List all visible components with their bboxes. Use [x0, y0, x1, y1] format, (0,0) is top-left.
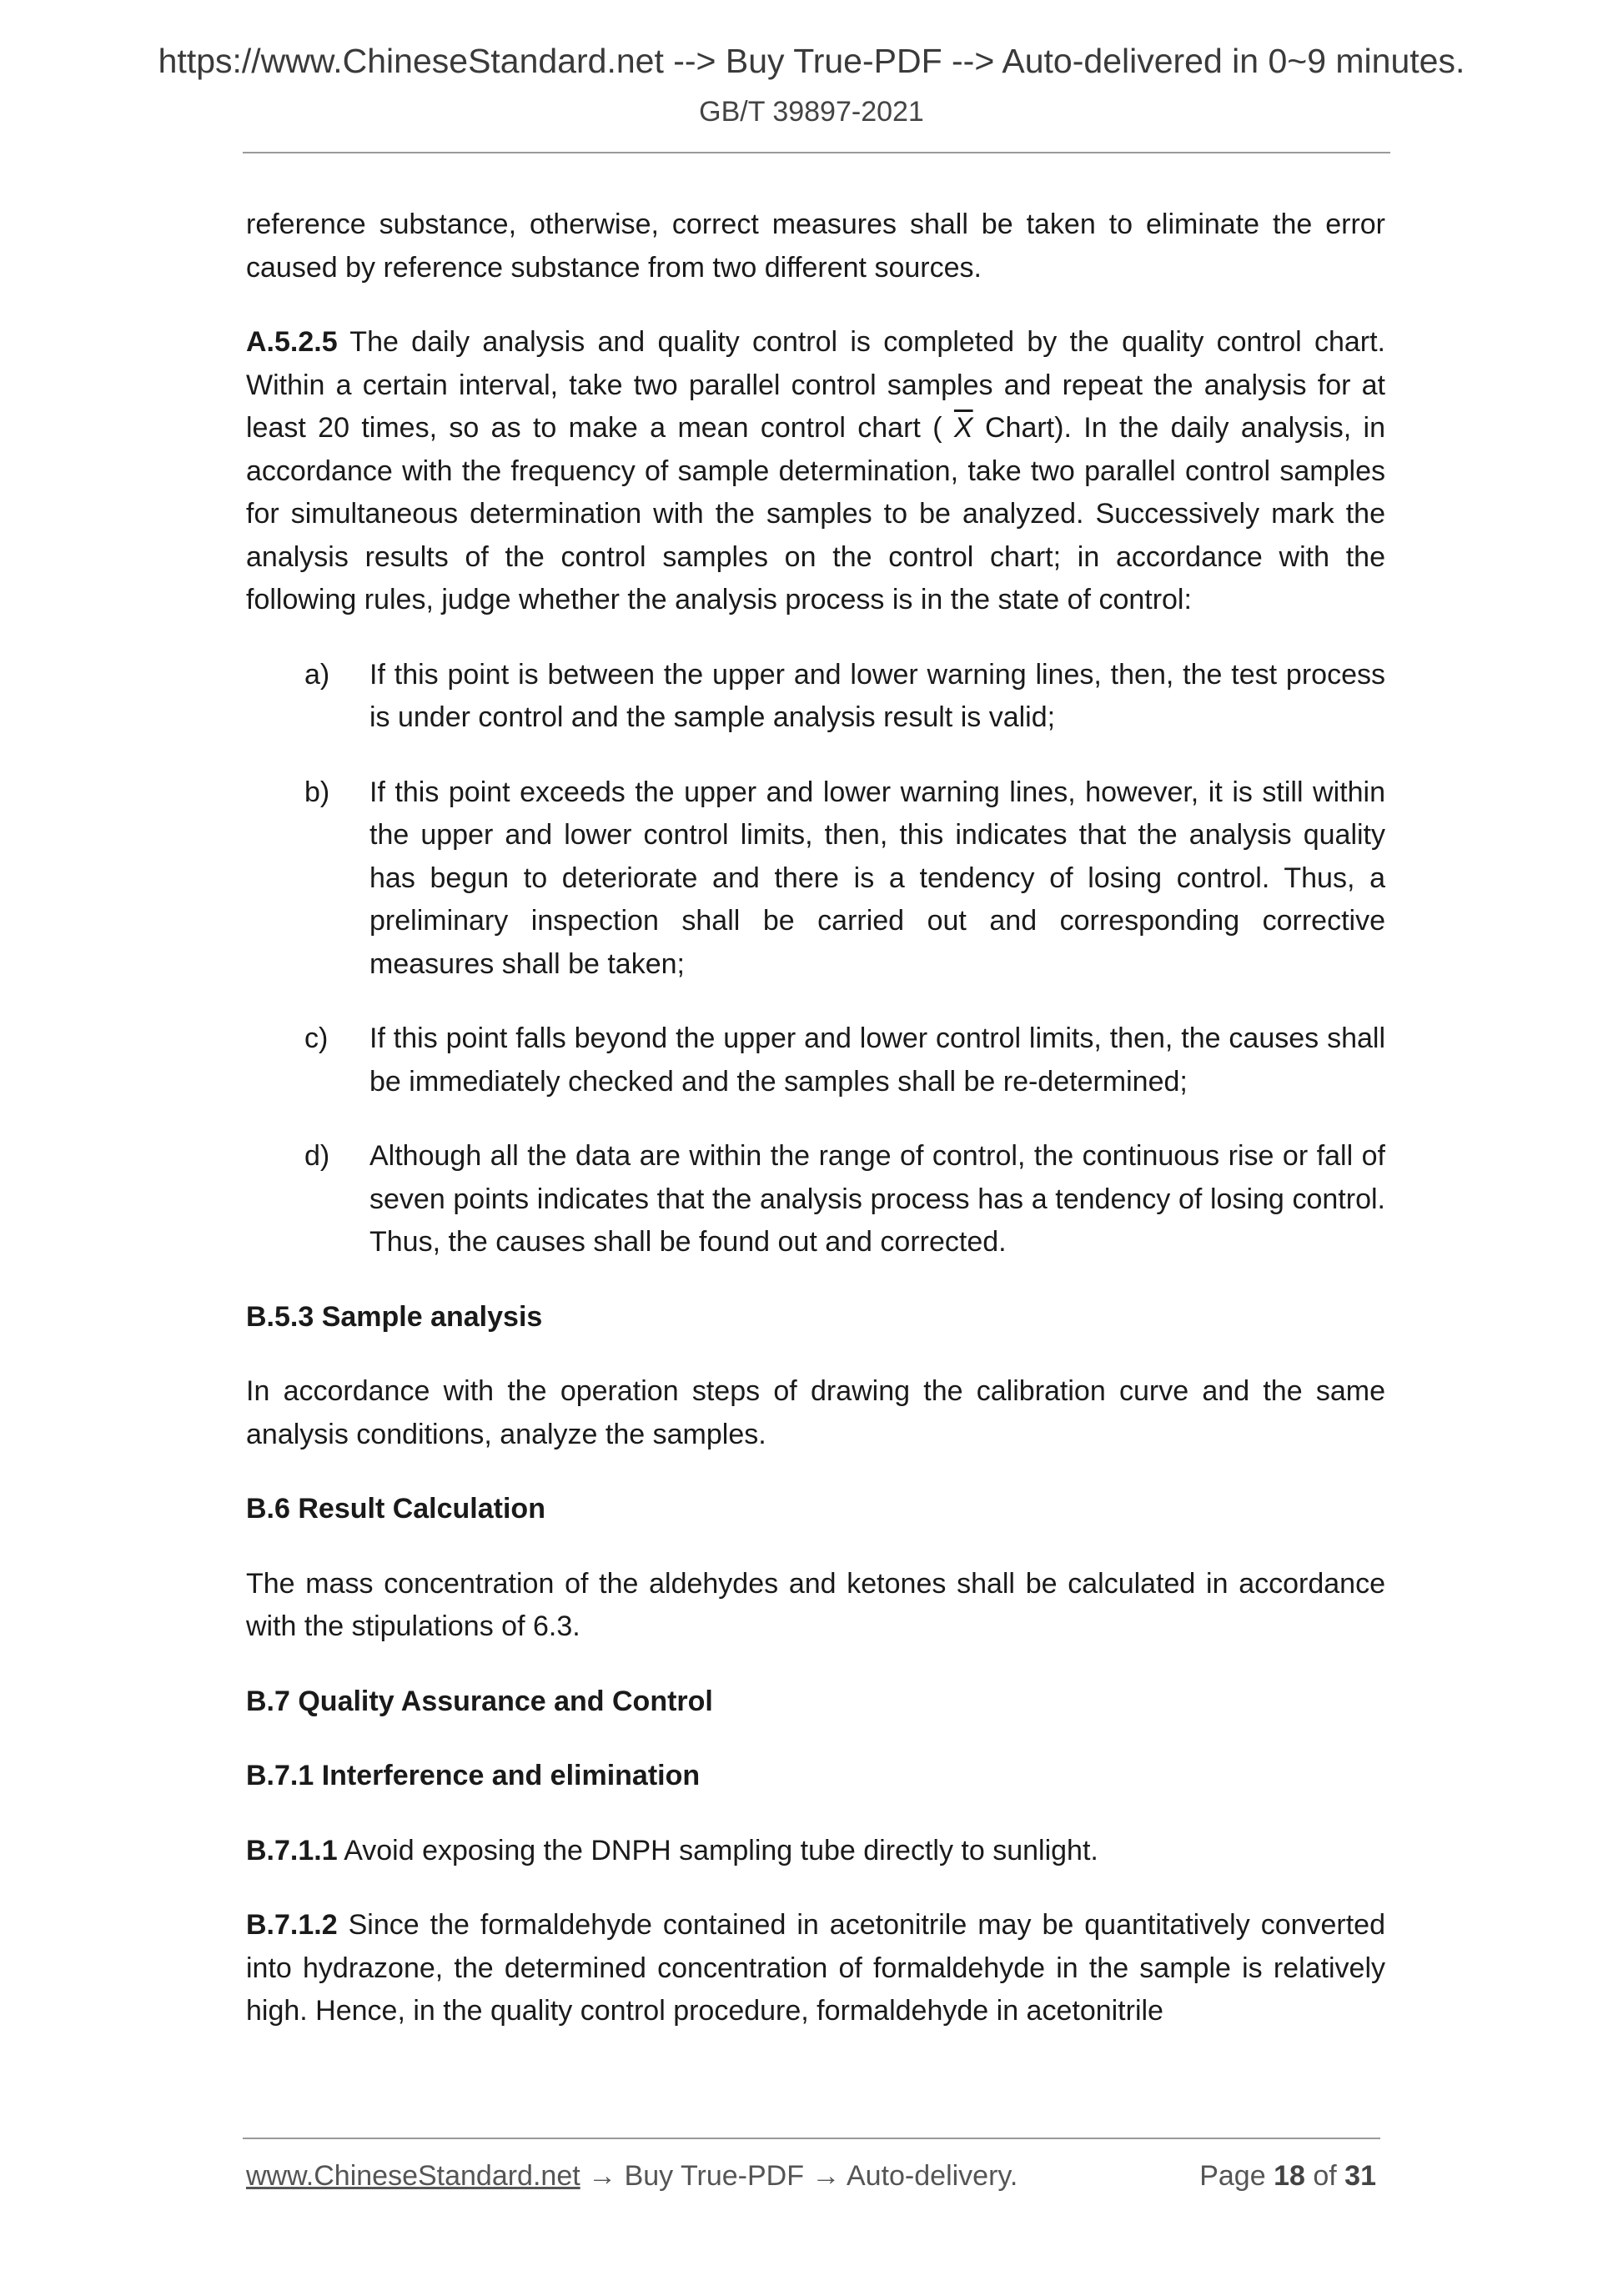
clause-text: Avoid exposing the DNPH sampling tube directly to sunlight. [344, 1834, 1098, 1866]
footer-tagline: → Buy True-PDF → Auto-delivery. [588, 2160, 1018, 2192]
footer-divider [243, 2138, 1380, 2139]
site-link[interactable]: www.ChineseStandard.net [246, 2160, 580, 2192]
page-word: Page [1199, 2160, 1266, 2192]
standard-number: GB/T 39897-2021 [699, 96, 924, 128]
list-marker: a) [304, 658, 330, 691]
heading-b71: B.7.1 Interference and elimination [246, 1760, 701, 1791]
footer-left [246, 2160, 1018, 2193]
list-item [246, 1017, 1385, 1103]
page-content [246, 203, 1385, 2065]
clause-text: Chart). In the daily analysis, in accordance with the frequency of sample determination, take two parallel control samples for simultaneous determination with the samples to be analyzed. Successively mark the analysis results of the control samples on the control chart; in accordance with the following rules, judge whether the analysis process is in the state of control: [246, 412, 1385, 615]
page-of: of [1313, 2160, 1337, 2192]
paragraph-b6: The mass concentration of the aldehydes and ketones shall be calculated in accordance with the stipulations of 6.3. [246, 1567, 1385, 1642]
paragraph-continuation: reference substance, otherwise, correct measures shall be taken to eliminate the error caused by reference substance from two different sources. [246, 208, 1385, 284]
list-text: If this point falls beyond the upper and lower control limits, then, the causes shall be immediately checked and the samples shall be re-determined; [369, 1022, 1385, 1098]
list-marker: c) [304, 1022, 329, 1054]
clause-number: A.5.2.5 [246, 326, 338, 358]
page-current: 18 [1274, 2160, 1305, 2192]
list-item [246, 771, 1385, 987]
heading-b53: B.5.3 Sample analysis [246, 1300, 543, 1333]
clause-b712 [246, 1904, 1385, 2033]
list-item [246, 654, 1385, 740]
list-item [246, 1135, 1385, 1264]
footer [246, 2160, 1376, 2193]
list-marker: b) [304, 776, 330, 808]
list-text: If this point exceeds the upper and lower warning lines, however, it is still within the upper and lower control limits, then, this indicates that the analysis quality has begun to deteriorate and there is a tendency of losing control. Thus, a preliminary inspection shall be carried out and corresponding corrective measures shall be taken; [369, 776, 1385, 980]
paragraph-b53: In accordance with the operation steps of drawing the calibration curve and the same analysis conditions, analyze the samples. [246, 1375, 1385, 1450]
clause-text: Since the formaldehyde contained in acetonitrile may be quantitatively converted into hydrazone, the determined concentration of formaldehyde in the sample is relatively high. Hence, in the quality control procedure, formaldehyde in acetonitrile [246, 1909, 1386, 2027]
page-indicator [1199, 2160, 1376, 2193]
heading-b6: B.6 Result Calculation [246, 1493, 545, 1525]
x-bar-symbol: $\overline{X}$ [953, 412, 973, 444]
clause-number: B.7.1.2 [246, 1909, 338, 1941]
page-total: 31 [1344, 2160, 1376, 2192]
header-divider [243, 152, 1390, 153]
clause-text: The daily analysis and quality control is completed by the quality control chart. Within a certain interval, take two parallel control samples and repeat the analysis for at least 20 times, so as to make a mean control chart ( [246, 326, 1385, 444]
list-marker: d) [304, 1140, 330, 1172]
heading-b7: B.7 Quality Assurance and Control [246, 1685, 713, 1717]
list-text: If this point is between the upper and lower warning lines, then, the test process is under control and the sample analysis result is valid; [369, 658, 1385, 733]
list-text: Although all the data are within the range of control, the continuous rise or fall of seven points indicates that the analysis process has a tendency of losing control. Thus, the causes shall be found out and corrected. [369, 1140, 1385, 1258]
clause-b711 [246, 1830, 1385, 1873]
clause-number: B.7.1.1 [246, 1834, 338, 1866]
clause-a525 [246, 321, 1385, 622]
header-url-line: https://www.ChineseStandard.net --> Buy True-PDF --> Auto-delivered in 0~9 minutes. [158, 42, 1465, 80]
